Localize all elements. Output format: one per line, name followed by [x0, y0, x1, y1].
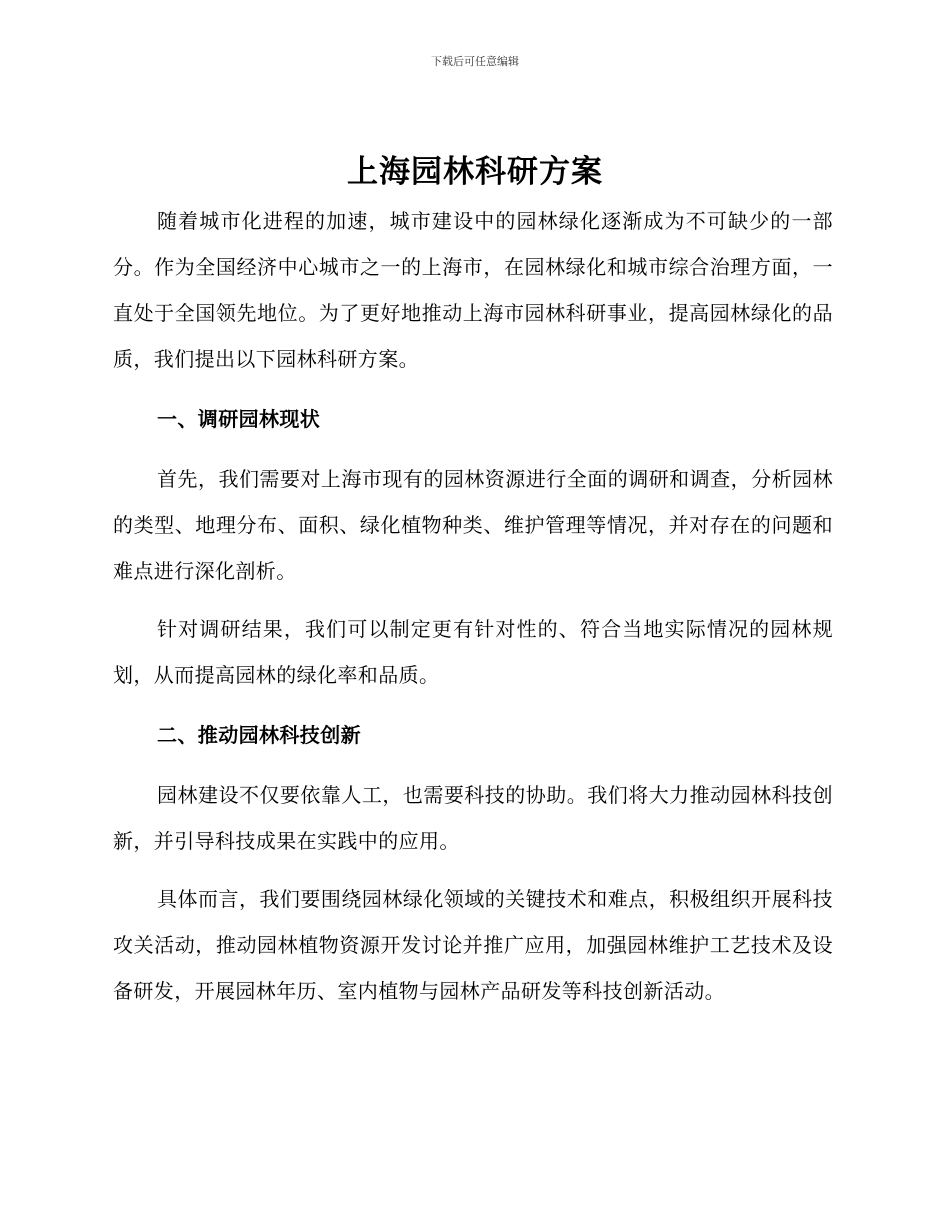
body-paragraph: 园林建设不仅要依靠人工，也需要科技的协助。我们将大力推动园林科技创新，并引导科技成果在实践中的应用。 [113, 783, 833, 853]
body-paragraph: 具体而言，我们要围绕园林绿化领域的关键技术和难点，积极组织开展科技攻关活动，推动园林植物资源开发讨论并推广应用，加强园林维护工艺技术及设备研发，开展园林年历、室内植物与园林产品研发等科技创新活动。 [113, 887, 833, 1003]
intro-paragraph: 随着城市化进程的加速，城市建设中的园林绿化逐渐成为不可缺少的一部分。作为全国经济中心城市之一的上海市，在园林绿化和城市综合治理方面，一直处于全国领先地位。为了更好地推动上海市园林科研事业，提高园林绿化的品质，我们提出以下园林科研方案。 [113, 209, 833, 371]
document-title: 上海园林科研方案 [347, 154, 603, 190]
paragraph-gap [113, 594, 833, 606]
section-heading: 二、推动园林科技创新 [157, 723, 361, 747]
paragraph-gap [113, 864, 833, 876]
body-paragraph: 首先，我们需要对上海市现有的园林资源进行全面的调研和调查，分析园林的类型、地理分布、面积、绿化植物种类、维护管理等情况，并对存在的问题和难点进行深化剖析。 [113, 467, 833, 583]
document-body [113, 198, 833, 1014]
section-heading: 一、调研园林现状 [157, 407, 321, 431]
page-header: 下载后可任意编辑 [431, 55, 519, 68]
body-paragraph: 针对调研结果，我们可以制定更有针对性的、符合当地实际情况的园林规划，从而提高园林的绿化率和品质。 [113, 617, 833, 687]
